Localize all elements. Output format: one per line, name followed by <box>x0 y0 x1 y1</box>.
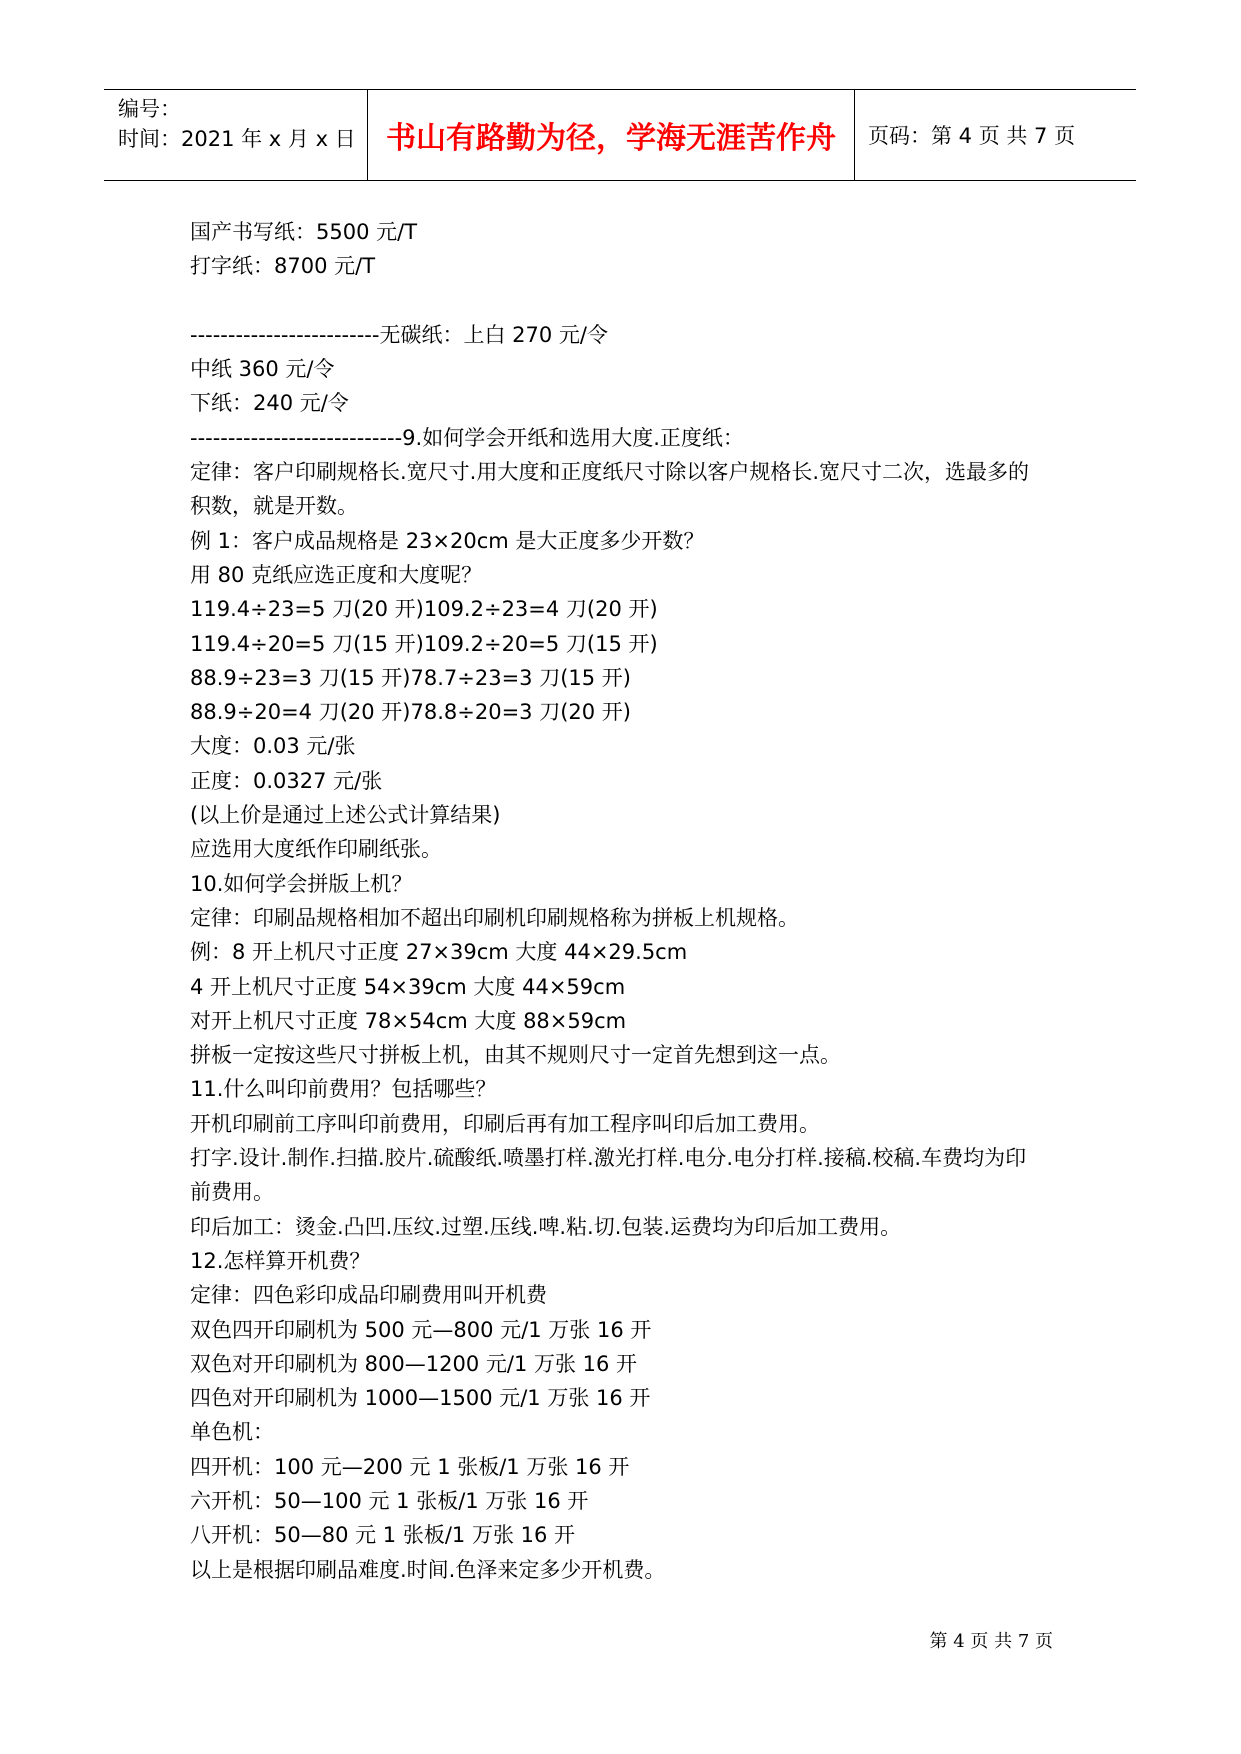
text-line: 国产书写纸：5500 元/T <box>190 220 418 244</box>
text-line: 119.4÷23=5 刀(20 开)109.2÷23=4 刀(20 开) <box>190 597 658 622</box>
text-line: 打字纸：8700 元/T <box>190 254 376 279</box>
text-line: 印后加工：烫金.凸凹.压纹.过塑.压线.啤.粘.切.包装.运费均为印后加工费用。 <box>190 1214 902 1239</box>
text-line: 前费用。 <box>190 1180 274 1205</box>
text-line: 打字.设计.制作.扫描.胶片.硫酸纸.喷墨打样.激光打样.电分.电分打样.接稿.校稿.车费均为印 <box>190 1146 1027 1171</box>
text-line: 例：8 开上机尺寸正度 27×39cm 大度 44×29.5cm <box>190 940 688 965</box>
text-line: 定律：四色彩印成品印刷费用叫开机费 <box>190 1283 547 1308</box>
text-line: 六开机：50—100 元 1 张板/1 万张 16 开 <box>190 1488 589 1513</box>
text-line: 双色四开印刷机为 500 元—800 元/1 万张 16 开 <box>190 1317 652 1342</box>
blank-line <box>190 284 1070 318</box>
section-heading: 11.什么叫印前费用？包括哪些？ <box>190 1077 497 1102</box>
text-line: 4 开上机尺寸正度 54×39cm 大度 44×59cm <box>190 974 626 999</box>
header-divider-right <box>854 90 855 180</box>
serial-number-label: 编号： <box>118 97 181 121</box>
text-line: 开机印刷前工序叫印前费用，印刷后再有加工程序叫印后加工费用。 <box>190 1111 820 1136</box>
text-line: 定律：客户印刷规格长.宽尺寸.用大度和正度纸尺寸除以客户规格长.宽尺寸二次，选最多的 <box>190 460 1030 485</box>
section-heading: 10.如何学会拼版上机？ <box>190 871 413 896</box>
text-line: 应选用大度纸作印刷纸张。 <box>190 837 442 862</box>
text-line: 八开机：50—80 元 1 张板/1 万张 16 开 <box>190 1523 576 1548</box>
text-line: 正度：0.0327 元/张 <box>190 768 383 793</box>
text-line: 88.9÷20=4 刀(20 开)78.8÷20=3 刀(20 开) <box>190 700 631 725</box>
text-line: 对开上机尺寸正度 78×54cm 大度 88×59cm <box>190 1008 627 1033</box>
header-page-info: 页码：第 4 页 共 7 页 <box>868 123 1076 148</box>
text-line: 拼板一定按这些尺寸拼板上机，由其不规则尺寸一定首先想到这一点。 <box>190 1043 841 1068</box>
text-line: 中纸 360 元/令 <box>190 357 335 382</box>
time-label: 时间：2021 年 x 月 x 日 <box>118 127 356 151</box>
text-line: 例 1：客户成品规格是 23×20cm 是大正度多少开数？ <box>190 528 705 553</box>
text-line: 积数，就是开数。 <box>190 494 358 519</box>
header-meta <box>118 94 356 154</box>
text-line: 双色对开印刷机为 800—1200 元/1 万张 16 开 <box>190 1351 638 1376</box>
section-heading: 12.怎样算开机费？ <box>190 1248 371 1273</box>
text-line: (以上价是通过上述公式计算结果) <box>190 803 501 828</box>
text-line: 下纸：240 元/令 <box>190 391 349 416</box>
document-body <box>190 215 1070 1587</box>
text-line: ----------------------------9.如何学会开纸和选用大度.正度纸： <box>190 425 744 450</box>
page-footer: 第 4 页 共 7 页 <box>929 1631 1053 1652</box>
text-line: -------------------------无碳纸：上白 270 元/令 <box>190 322 608 347</box>
text-line: 88.9÷23=3 刀(15 开)78.7÷23=3 刀(15 开) <box>190 665 631 690</box>
page-header <box>104 89 1136 181</box>
text-line: 四色对开印刷机为 1000—1500 元/1 万张 16 开 <box>190 1386 651 1411</box>
text-line: 定律：印刷品规格相加不超出印刷机印刷规格称为拼板上机规格。 <box>190 905 799 930</box>
text-line: 用 80 克纸应选正度和大度呢？ <box>190 562 483 587</box>
text-line: 单色机： <box>190 1420 274 1445</box>
text-line: 119.4÷20=5 刀(15 开)109.2÷20=5 刀(15 开) <box>190 631 658 656</box>
text-line: 四开机：100 元—200 元 1 张板/1 万张 16 开 <box>190 1454 630 1479</box>
header-motto: 书山有路勤为径，学海无涯苦作舟 <box>386 120 836 156</box>
text-line: 以上是根据印刷品难度.时间.色泽来定多少开机费。 <box>190 1557 666 1582</box>
text-line: 大度：0.03 元/张 <box>190 734 356 759</box>
